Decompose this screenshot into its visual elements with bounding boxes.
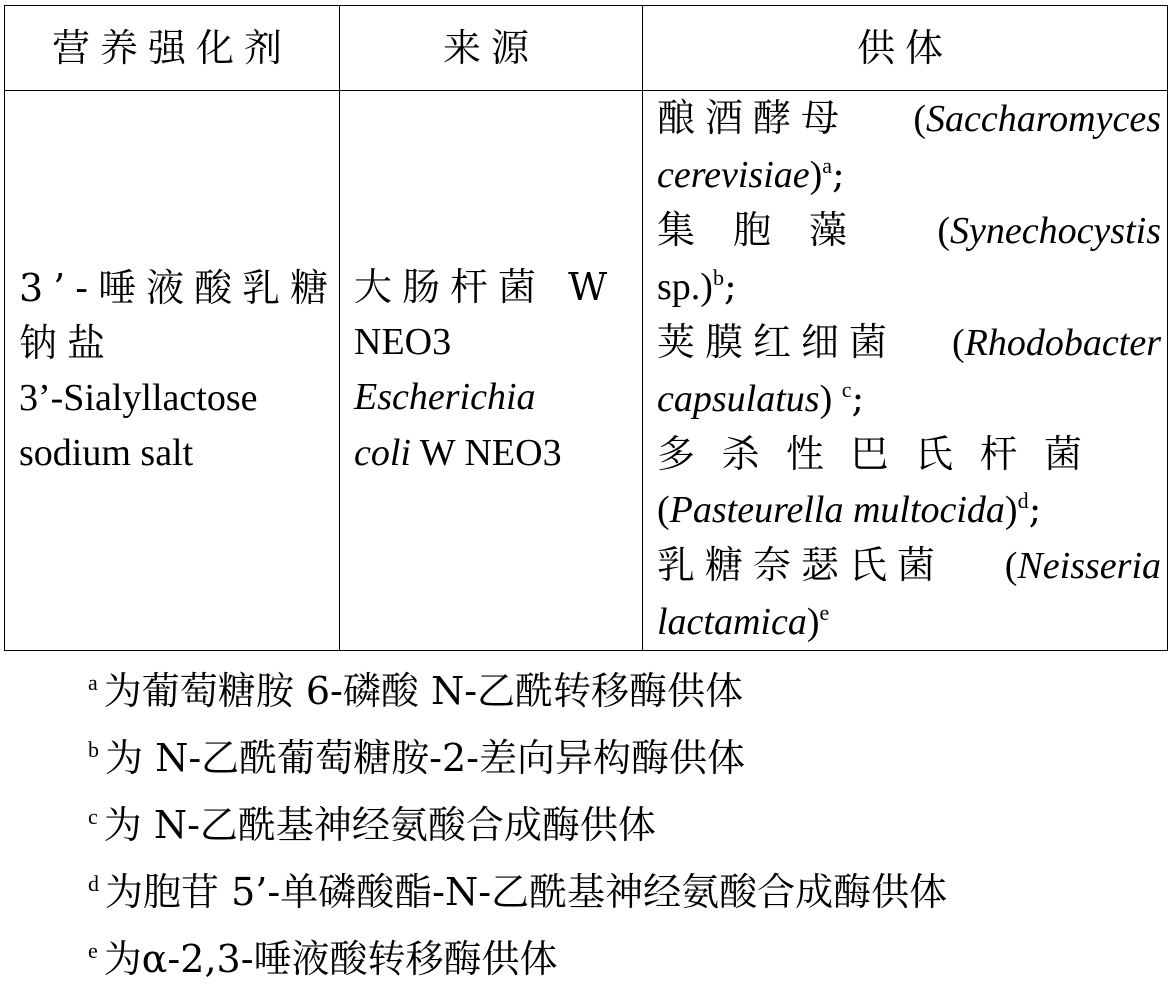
donor-1-latin2: cerevisiae bbox=[657, 154, 810, 196]
footnote-c bbox=[88, 792, 947, 859]
nutrient-table bbox=[4, 5, 1168, 651]
donor-2-close: ) bbox=[700, 266, 713, 308]
donor-2-latin1: Synechocystis bbox=[949, 210, 1161, 252]
donor-cell bbox=[643, 91, 1168, 651]
donor-2-line1 bbox=[657, 203, 1161, 259]
donor-5-line2 bbox=[657, 594, 1161, 650]
donor-2-latin1-wrap bbox=[937, 203, 1161, 259]
donor-5-latin1: Neisseria bbox=[1017, 545, 1161, 587]
donor-3-line2 bbox=[657, 371, 1161, 427]
header-source: 来源 bbox=[340, 6, 643, 91]
donor-2-latin2: sp. bbox=[657, 266, 701, 308]
donor-3-line1 bbox=[657, 315, 1161, 371]
donor-3-mark: c bbox=[841, 377, 852, 402]
footnote-d-mark: d bbox=[88, 871, 99, 896]
nutrient-en-line1: 3’-Sialyllactose bbox=[19, 376, 258, 419]
footnote-c-mark: c bbox=[88, 804, 98, 829]
footnote-e bbox=[88, 926, 947, 993]
footnote-a-text: 为葡萄糖胺 6-磷酸 N-乙酰转移酶供体 bbox=[103, 669, 744, 713]
source-cell bbox=[340, 91, 643, 651]
table-header-row bbox=[5, 6, 1168, 91]
source-line4-italic: coli bbox=[354, 432, 411, 474]
source-line4 bbox=[354, 425, 632, 481]
footnote-a bbox=[88, 658, 947, 725]
donor-5-mark: e bbox=[819, 600, 830, 625]
nutrient-cell bbox=[5, 91, 340, 651]
donor-1-line2 bbox=[657, 147, 1161, 203]
nutrient-zh-line1: 3’-唾液酸乳糖 bbox=[19, 265, 339, 310]
donor-5-latin2: lactamica bbox=[657, 601, 807, 643]
donor-4-open: ( bbox=[657, 489, 670, 531]
donor-3-latin2: capsulatus bbox=[657, 378, 820, 420]
donor-1-latin1-wrap bbox=[913, 91, 1161, 147]
donor-2-open: ( bbox=[937, 210, 950, 252]
donor-4-zh: 多杀性巴氏杆菌 bbox=[657, 432, 1109, 476]
donor-3-open: ( bbox=[952, 322, 965, 364]
footnotes bbox=[88, 658, 947, 993]
donor-2-line2 bbox=[657, 259, 1161, 315]
donor-1-open: ( bbox=[913, 98, 927, 140]
header-donor: 供体 bbox=[643, 6, 1168, 91]
donor-5-close: ) bbox=[806, 601, 820, 643]
donor-5-line1 bbox=[657, 538, 1161, 594]
footnote-b-mark: b bbox=[88, 737, 99, 762]
footnote-e-text: 为α-2,3-唾液酸转移酶供体 bbox=[103, 937, 558, 981]
donor-1-latin1: Saccharomyces bbox=[926, 98, 1161, 140]
donor-5-latin1-wrap bbox=[1005, 538, 1161, 594]
donor-2-zh: 集胞藻 bbox=[657, 208, 886, 252]
footnote-d bbox=[88, 859, 947, 926]
nutrient-en-line2: sodium salt bbox=[19, 431, 194, 474]
donor-4-end: ; bbox=[1028, 487, 1042, 531]
donor-2-zh-wrap bbox=[657, 203, 897, 259]
donor-1-close: ) bbox=[809, 154, 823, 196]
source-line2: NEO3 bbox=[354, 321, 452, 363]
nutrient-zh-line2: 钠盐 bbox=[19, 320, 116, 365]
footnote-a-mark: a bbox=[88, 670, 98, 695]
donor-1-mark: a bbox=[822, 153, 833, 178]
donor-4-latin2: Pasteurella multocida bbox=[669, 489, 1005, 531]
donor-2-end: ; bbox=[723, 264, 737, 308]
donor-3-zh: 荚膜红细菌 bbox=[657, 320, 898, 364]
donor-1-line1 bbox=[657, 91, 1161, 147]
footnote-b-text: 为 N-乙酰葡萄糖胺-2-差向异构酶供体 bbox=[105, 736, 746, 780]
source-line3: Escherichia bbox=[354, 376, 536, 418]
donor-5-zh: 乳糖奈瑟氏菌 bbox=[657, 543, 946, 587]
donor-3-latin1: Rhodobacter bbox=[964, 322, 1161, 364]
footnote-c-text: 为 N-乙酰基神经氨酸合成酶供体 bbox=[103, 803, 656, 847]
donor-5-open: ( bbox=[1004, 545, 1018, 587]
donor-3-close: ) bbox=[819, 378, 842, 420]
donor-4-mark: d bbox=[1017, 488, 1029, 513]
footnote-b bbox=[88, 725, 947, 792]
footnote-d-text: 为胞苷 5’-单磷酸酯-N-乙酰基神经氨酸合成酶供体 bbox=[105, 870, 948, 914]
donor-2-mark: b bbox=[712, 265, 724, 290]
table-row bbox=[5, 91, 1168, 651]
donor-1-zh: 酿酒酵母 bbox=[657, 96, 850, 140]
donor-4-line2 bbox=[657, 482, 1161, 538]
donor-4-line1 bbox=[657, 427, 1161, 482]
donor-3-end: ; bbox=[851, 376, 865, 420]
donor-1-end: ; bbox=[832, 152, 845, 196]
donor-4-close: ) bbox=[1004, 489, 1018, 531]
source-line1: 大肠杆菌 W bbox=[354, 265, 618, 309]
header-nutrient: 营养强化剂 bbox=[5, 6, 340, 91]
donor-3-latin1-wrap bbox=[952, 315, 1161, 371]
footnote-e-mark: e bbox=[88, 938, 98, 963]
source-line4-rest: W NEO3 bbox=[410, 432, 562, 474]
